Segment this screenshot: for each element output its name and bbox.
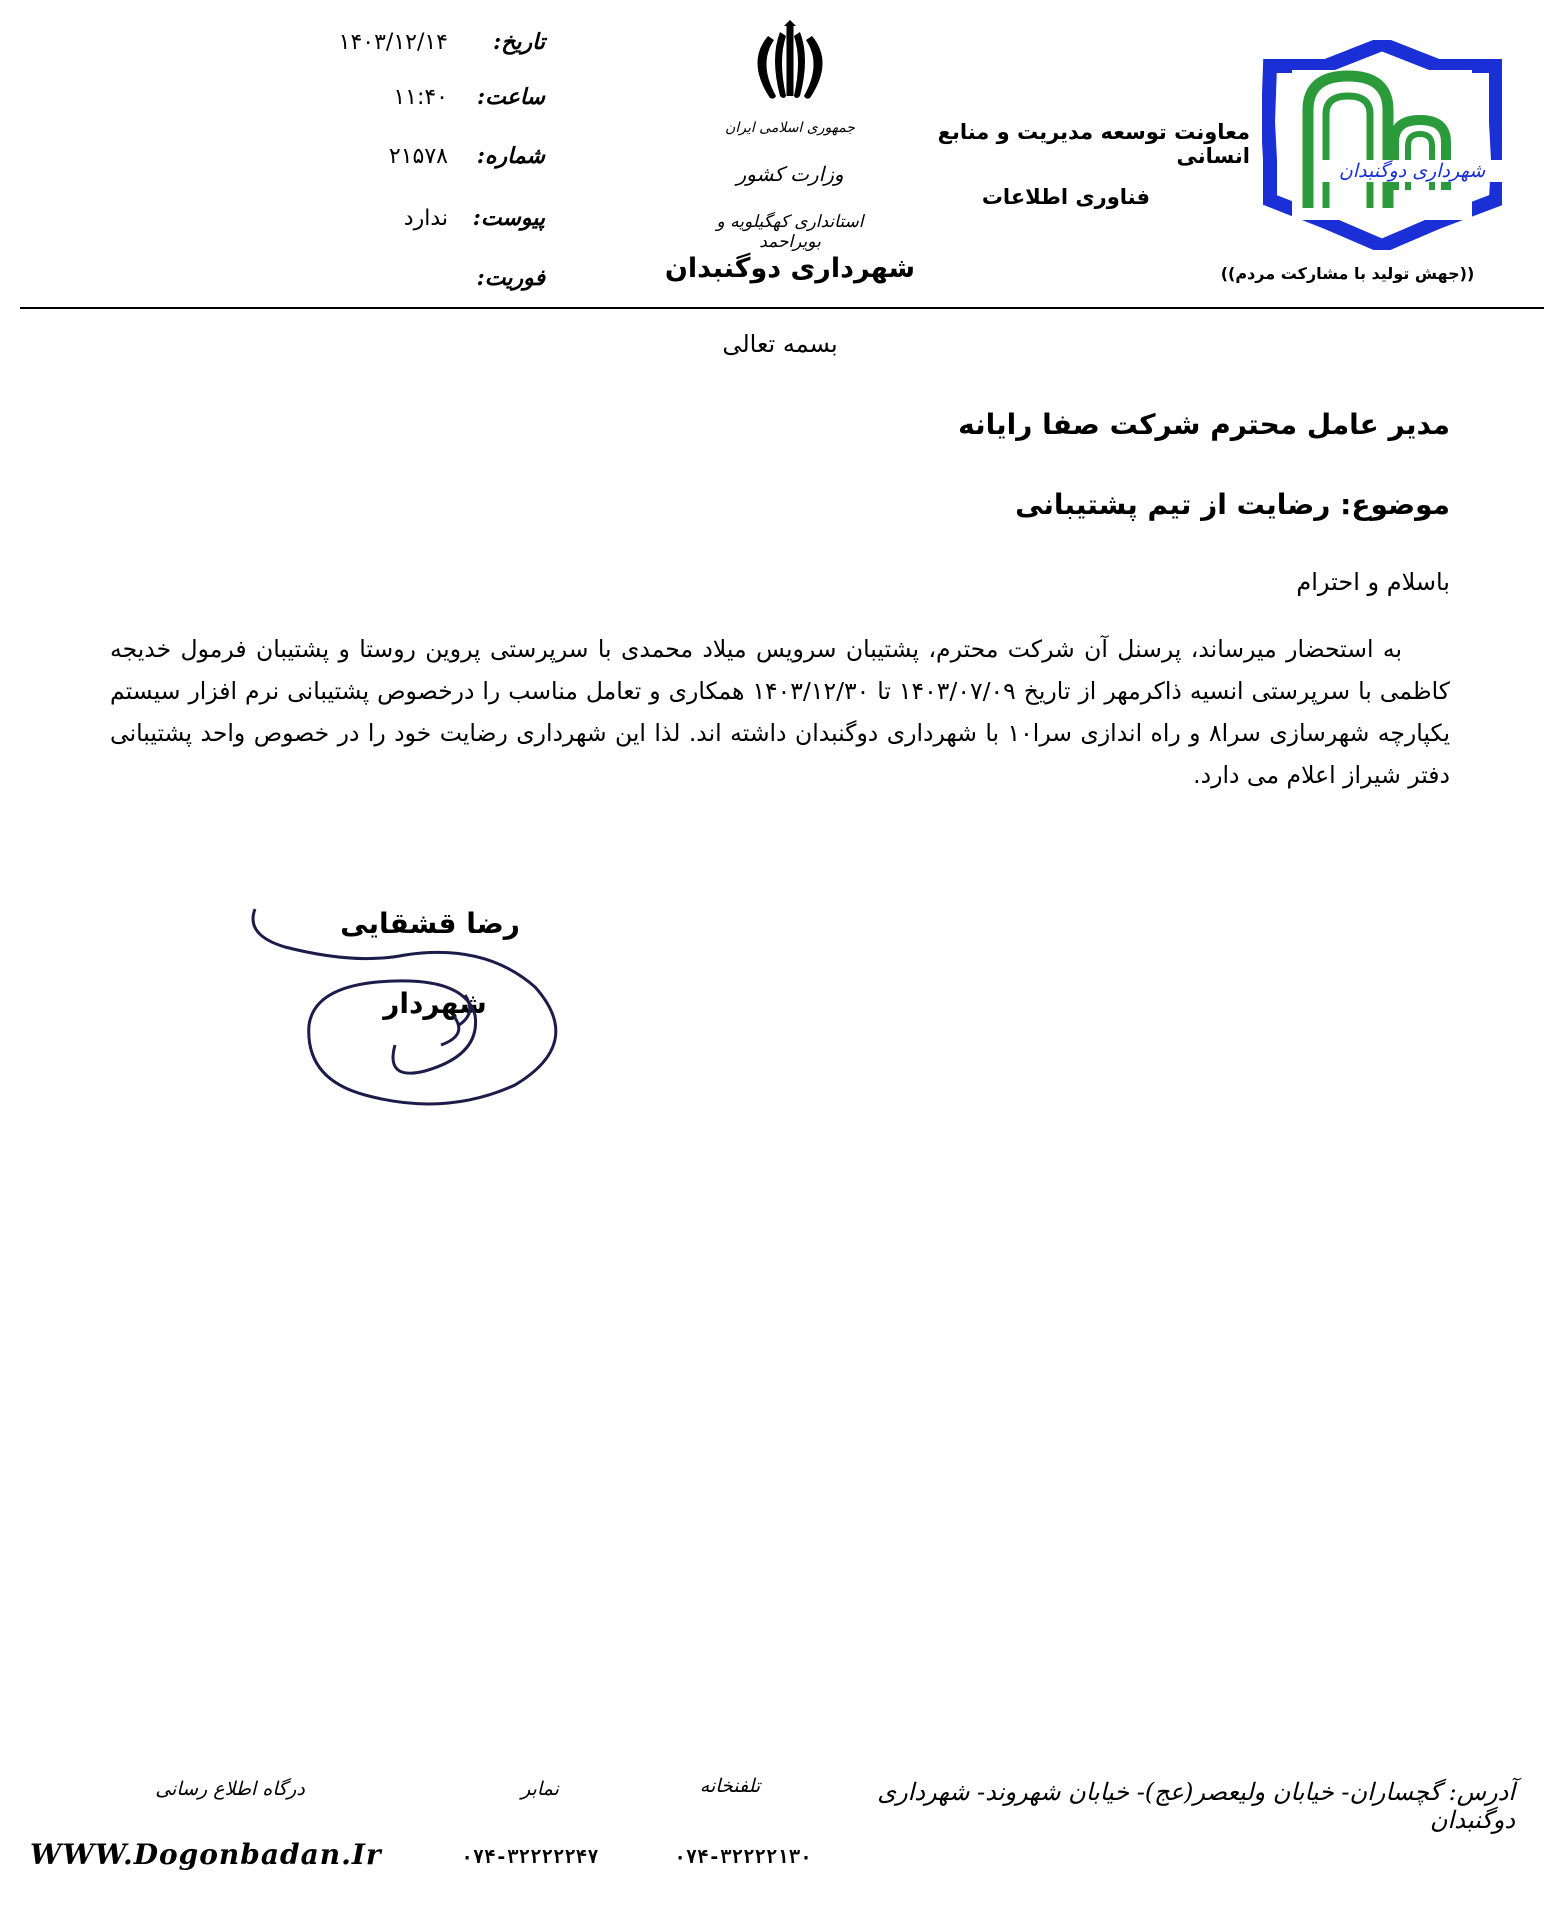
urgency-label: فوریت: (476, 265, 545, 291)
signature-block (245, 895, 605, 1115)
footer-phone-label: تلفنخانه (699, 1775, 761, 1797)
handwritten-signature (245, 895, 605, 1115)
municipality-logo (1262, 40, 1502, 250)
invocation: بسمه تعالی (722, 330, 838, 358)
recipient: مدیر عامل محترم شرکت صفا رایانه (958, 408, 1450, 441)
number-label: شماره: (476, 143, 545, 169)
footer-fax-label: نمابر (521, 1778, 559, 1800)
header-divider (20, 307, 1544, 309)
meta-field-number (275, 136, 545, 176)
footer-address: آدرس: گچساران- خیابان ولیعصر(عج)- خیابان شهروند- شهرداری دوگنبدان (877, 1778, 1515, 1834)
time-value: ۱۱:۴۰ (393, 84, 448, 110)
letter-body: به استحضار میرساند، پرسنل آن شرکت محترم، پشتیبان سرویس میلاد محمدی با سرپرستی پروین روستا و پشتیبان فرمول خدیجه کاظمی با سرپرستی انسیه ذاکرمهر از تاریخ ۱۴۰۳/۰۷/۰۹ تا ۱۴۰۳/۱۲/۳۰ همکاری و تعامل مناسب را درخصوص پشتیبانی نرم افزار سیستم یکپارچه شهرسازی سرا۸ و راه اندازی سرا۱۰ با شهرداری دوگنبدان داشته اند. لذا این شهرداری رضایت خود را در خصوص واحد پشتیبانی دفتر شیراز اعلام می دارد. (110, 635, 1451, 789)
date-label: تاریخ: (493, 29, 545, 55)
meta-field-time (275, 77, 545, 117)
meta-field-date (275, 22, 545, 62)
footer-portal-label: درگاه اطلاع رسانی (155, 1778, 305, 1800)
attachment-value: ندارد (403, 205, 448, 231)
date-value: ۱۴۰۳/۱۲/۱۴ (338, 29, 448, 55)
signatory-name: رضا قشقایی (340, 907, 520, 940)
footer-website: WWW.Dogonbadan.Ir (30, 1838, 382, 1871)
subject: موضوع: رضایت از تیم پشتیبانی (1015, 488, 1450, 521)
signatory-title: شهردار (383, 987, 487, 1020)
iran-emblem-icon (740, 18, 840, 108)
greeting: باسلام و احترام (1296, 568, 1450, 596)
municipality-name: شهرداری دوگنبدان (664, 253, 916, 284)
department-line-2: فناوری اطلاعات (981, 185, 1150, 209)
meta-field-attachment (275, 198, 545, 238)
emblem-line-governorate: استانداری کهگیلویه و بویراحمد (716, 212, 864, 252)
emblem-line-republic: جمهوری اسلامی ایران (725, 120, 855, 136)
logo-text: شهرداری دوگنبدان (1322, 160, 1502, 182)
footer-phone: ۰۷۴-۳۲۲۲۲۱۳۰ (674, 1846, 812, 1868)
emblem-line-ministry: وزارت کشور (736, 162, 844, 186)
time-label: ساعت: (477, 84, 545, 110)
slogan: ((جهش تولید با مشارکت مردم)) (1220, 264, 1475, 283)
department-line-1: معاونت توسعه مدیریت و منابع انسانی (937, 120, 1250, 168)
attachment-label: پیوست: (472, 205, 545, 231)
meta-field-urgency (275, 258, 545, 298)
number-value: ۲۱۵۷۸ (388, 143, 448, 169)
footer-fax: ۰۷۴-۳۲۲۲۲۲۴۷ (461, 1846, 599, 1868)
